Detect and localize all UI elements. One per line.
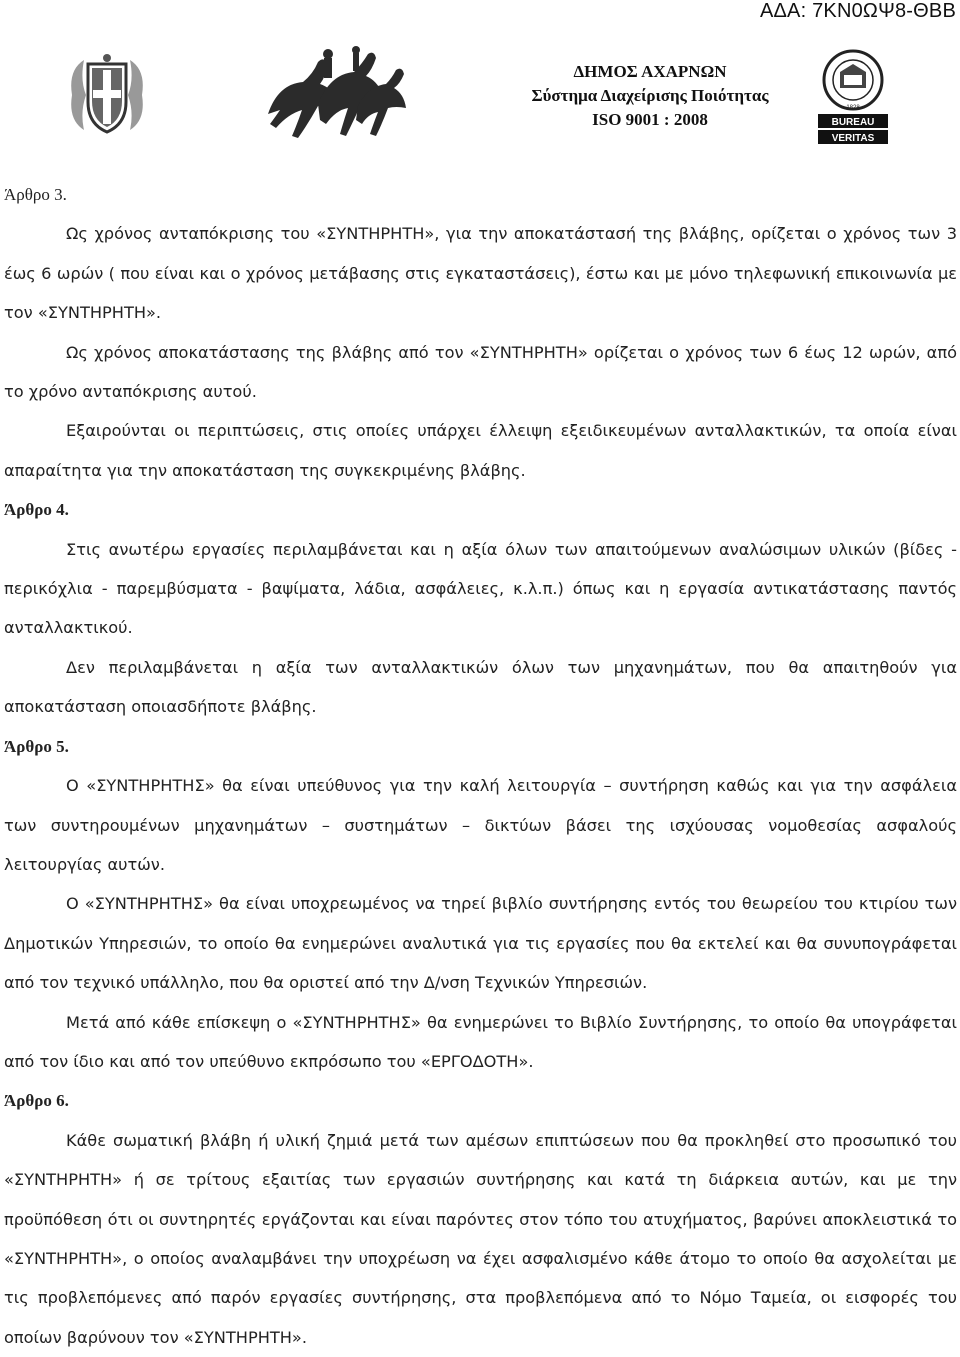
quality-system: Σύστημα Διαχείρισης Ποιότητας bbox=[531, 86, 769, 105]
body-paragraph: Δεν περιλαμβάνεται η αξία των ανταλλακτικών όλων των μηχανημάτων, που θα απαιτηθούν για αποκατάσταση οποιασδήποτε βλάβης. bbox=[4, 657, 957, 717]
body-paragraph: Κάθε σωματική βλάβη ή υλική ζημιά μετά των αμέσων επιπτώσεων που θα προκληθεί στο προσωπικό του «ΣΥΝΤΗΡΗΤΗ» ή σε τρίτους εξαιτίας των εργασιών συντήρησης και κατά τη διάρκεια αυτών, και με την προϋπόθεση ότι οι συντηρητές εργάζονται και είναι παρόντες στον τόπο του ατυχήματος, βαρύνει αποκλειστικά το «ΣΥΝΤΗΡΗΤΗ», ο οποίος αναλαμβάνει την υποχρέωση να έχει ασφαλισμένο κάθε άτομο το οποίο θα ασχολείται με τις προβλεπόμενες από παρόν εργασίες συντήρησης, στα προβλεπόμενα από το Νόμο Ταμεία, οι εισφορές του οποίων βαρύνουν τον «ΣΥΝΤΗΡΗΤΗ». bbox=[4, 1130, 957, 1347]
bureau-veritas-logo bbox=[810, 48, 896, 146]
article-heading: Άρθρο 4. bbox=[4, 500, 69, 520]
document-header bbox=[0, 44, 960, 144]
iso-standard: ISO 9001 : 2008 bbox=[592, 110, 708, 129]
header-text-block bbox=[470, 60, 830, 132]
bv-logo-word-1: BUREAU bbox=[831, 117, 875, 128]
bv-logo-year: 1828 bbox=[846, 105, 860, 111]
bv-logo-word-2: VERITAS bbox=[831, 133, 875, 144]
article-heading: Άρθρο 3. bbox=[4, 185, 67, 204]
acharnes-horses-logo bbox=[258, 44, 410, 142]
body-paragraph: Εξαιρούνται οι περιπτώσεις, στις οποίες υπάρχει έλλειψη εξειδικευμένων ανταλλακτικών, τα οποία είναι απαραίτητα για την αποκατάσταση της συγκεκριμένης βλάβης. bbox=[4, 421, 957, 480]
ada-code: ΑΔΑ: 7ΚΝ0ΩΨ8-ΘΒΒ bbox=[759, 0, 956, 22]
article-heading: Άρθρο 5. bbox=[4, 736, 69, 756]
body-paragraph: Ο «ΣΥΝΤΗΡΗΤΗΣ» θα είναι υπεύθυνος για την καλή λειτουργία – συντήρηση καθώς και για την ασφάλεια των συντηρουμένων μηχανημάτων – συστημάτων – δικτύων βάσει της ισχύουσας νομοθεσίας ασφαλούς λειτουργίας αυτών. bbox=[4, 776, 957, 874]
body-paragraph: Μετά από κάθε επίσκεψη ο «ΣΥΝΤΗΡΗΤΗΣ» θα ενημερώνει το Βιβλίο Συντήρησης, το οποίο θα υπογράφεται από τον ίδιο και από τον υπεύθυνο εκπρόσωπο του «ΕΡΓΟΔΟΤΗ». bbox=[4, 1012, 957, 1071]
org-name: ΔΗΜΟΣ ΑΧΑΡΝΩΝ bbox=[573, 62, 727, 81]
article-heading: Άρθρο 6. bbox=[4, 1091, 69, 1111]
body-paragraph: Ως χρόνος ανταπόκρισης του «ΣΥΝΤΗΡΗΤΗ», για την αποκατάστασή της βλάβης, ορίζεται ο χρόνος των 3 έως 6 ωρών ( που είναι και ο χρόνος μετάβασης στις εγκαταστάσεις), έστω και με μόνο τηλεφωνική επικοινωνία με τον «ΣΥΝΤΗΡΗΤΗ». bbox=[4, 224, 957, 323]
document-body bbox=[4, 175, 957, 1357]
body-paragraph: Στις ανωτέρω εργασίες περιλαμβάνεται και η αξία όλων των απαιτούμενων αναλώσιμων υλικών (βίδες - περικόχλια - παρεμβύσματα - βαψίματα, λάδια, ασφάλειες, κ.λ.π.) όπως και η εργασία αντικατάστασης παντός ανταλλακτικού. bbox=[4, 539, 957, 638]
body-paragraph: Ως χρόνος αποκατάστασης της βλάβης από τον «ΣΥΝΤΗΡΗΤΗ» ορίζεται ο χρόνος των 6 έως 12 ωρών, από το χρόνο ανταπόκρισης αυτού. bbox=[4, 342, 957, 402]
body-paragraph: Ο «ΣΥΝΤΗΡΗΤΗΣ» θα είναι υποχρεωμένος να τηρεί βιβλίο συντήρησης εντός του θεωρείου του κτιρίου των Δημοτικών Υπηρεσιών, το οποίο θα ενημερώνει αναλυτικά για τις εργασίες που θα εκτελεί και θα συνυπογράφεται από τον τεχνικό υπάλληλο, που θα οριστεί από την Δ/νση Τεχνικών Υπηρεσιών. bbox=[4, 894, 957, 993]
greek-coat-of-arms-logo bbox=[62, 50, 152, 140]
